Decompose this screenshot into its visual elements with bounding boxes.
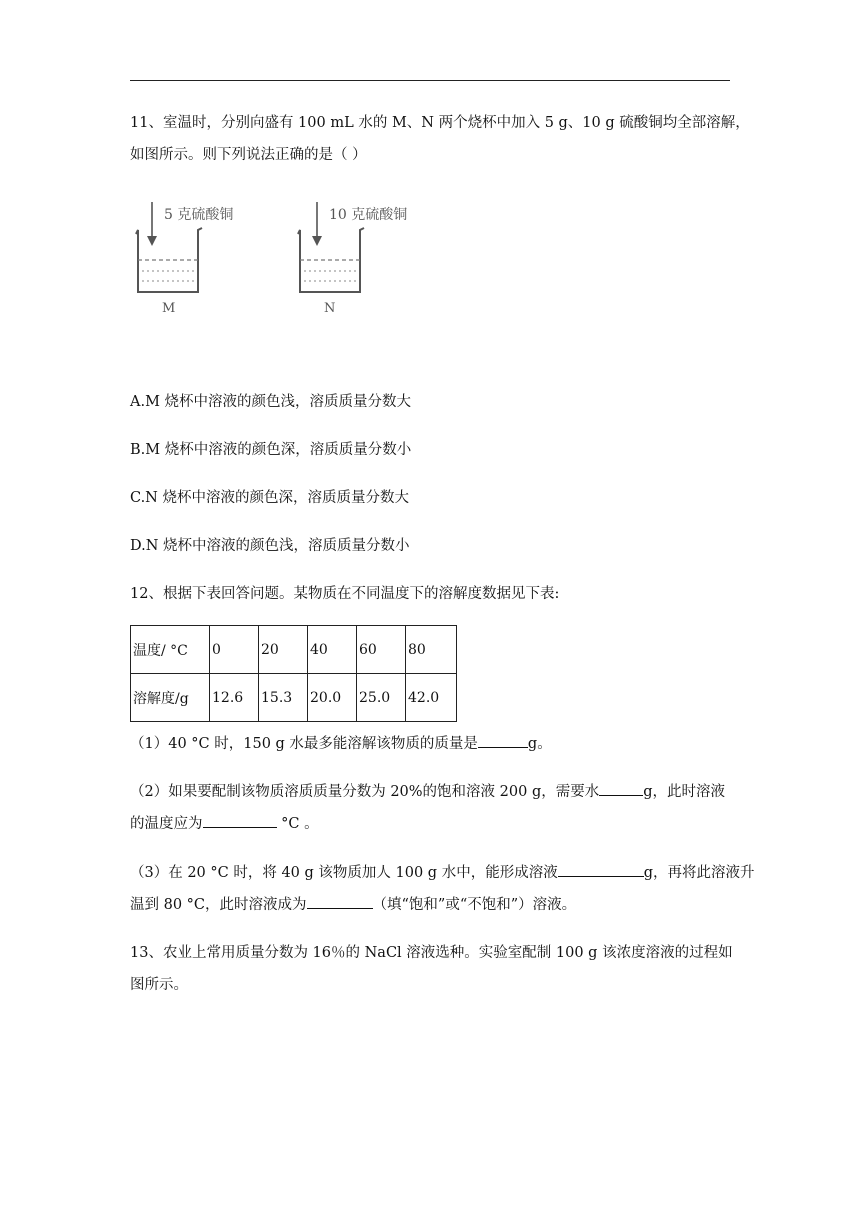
q13-stem-line1: 13、农业上常用质量分数为 16％的 NaCl 溶液选种。实验室配制 100 g 该浓度溶液的过程如 <box>130 945 733 961</box>
table-cell: 12.6 <box>210 674 259 722</box>
beaker-n-label: N <box>324 301 336 316</box>
q12-sub3-text: （3）在 20 °C 时，将 40 g 该物质加人 100 g 水中，能形成溶液 <box>130 865 558 881</box>
q11-option-b: B.M 烧杯中溶液的颜色深，溶质质量分数小 <box>130 442 412 458</box>
table-cell: 40 <box>308 626 357 674</box>
q11-stem-line2: 如图所示。则下列说法正确的是（ ） <box>130 147 367 163</box>
q12-sub3-text-d: （填“饱和”或“不饱和”）溶液。 <box>372 897 577 913</box>
beaker-n <box>298 202 407 316</box>
table-row <box>131 626 457 674</box>
q12-sub1 <box>130 733 552 754</box>
q12-sub2-text-c: 的温度应为 <box>130 816 203 832</box>
table-cell: 温度/ °C <box>131 626 210 674</box>
q12-sub1-unit: g。 <box>527 736 552 752</box>
beaker-m-label: M <box>162 301 176 316</box>
beaker-m <box>136 202 233 316</box>
beaker-n-add-label: 10 克硫酸铜 <box>329 207 408 223</box>
q12-sub3-line2 <box>130 894 576 915</box>
answer-blank[interactable] <box>307 894 373 909</box>
table-cell: 20 <box>259 626 308 674</box>
q12-sub2-text-d: °C 。 <box>276 816 319 832</box>
q12-stem: 12、根据下表回答问题。某物质在不同温度下的溶解度数据见下表: <box>130 586 560 602</box>
table-cell: 80 <box>406 626 457 674</box>
solubility-table <box>130 625 457 722</box>
q11-option-d: D.N 烧杯中溶液的颜色浅，溶质质量分数小 <box>130 538 410 554</box>
q11-stem-line1: 11、室温时，分别向盛有 100 mL 水的 M、N 两个烧杯中加入 5 g、10 g 硫酸铜均全部溶解， <box>130 115 750 131</box>
q12-sub3-text-b: g，再将此溶液升 <box>643 865 755 881</box>
beaker-m-add-label: 5 克硫酸铜 <box>164 207 234 223</box>
q12-sub2-line1 <box>130 781 725 802</box>
q12-sub2-text-b: g，此时溶液 <box>643 784 726 800</box>
q11-option-c: C.N 烧杯中溶液的颜色深，溶质质量分数大 <box>130 490 409 506</box>
header-rule <box>130 80 730 81</box>
q12-sub3-text-c: 温到 80 °C，此时溶液成为 <box>130 897 307 913</box>
beakers-figure <box>128 196 438 321</box>
q12-sub2-text: （2）如果要配制该物质溶质质量分数为 20%的饱和溶液 200 g，需要水 <box>130 784 600 800</box>
answer-blank[interactable] <box>558 862 644 877</box>
table-cell: 60 <box>357 626 406 674</box>
table-cell: 25.0 <box>357 674 406 722</box>
q13-stem-line2: 图所示。 <box>130 977 188 993</box>
table-cell: 溶解度/g <box>131 674 210 722</box>
table-cell: 42.0 <box>406 674 457 722</box>
q12-sub3-line1 <box>130 862 755 883</box>
q12-sub1-text: （1）40 °C 时，150 g 水最多能溶解该物质的质量是 <box>130 736 478 752</box>
table-cell: 15.3 <box>259 674 308 722</box>
q11-option-a: A.M 烧杯中溶液的颜色浅，溶质质量分数大 <box>130 394 412 410</box>
table-row <box>131 674 457 722</box>
answer-blank[interactable] <box>599 781 643 796</box>
answer-blank[interactable] <box>478 733 528 748</box>
table-cell: 0 <box>210 626 259 674</box>
q12-sub2-line2 <box>130 813 319 834</box>
table-cell: 20.0 <box>308 674 357 722</box>
answer-blank[interactable] <box>203 813 277 828</box>
